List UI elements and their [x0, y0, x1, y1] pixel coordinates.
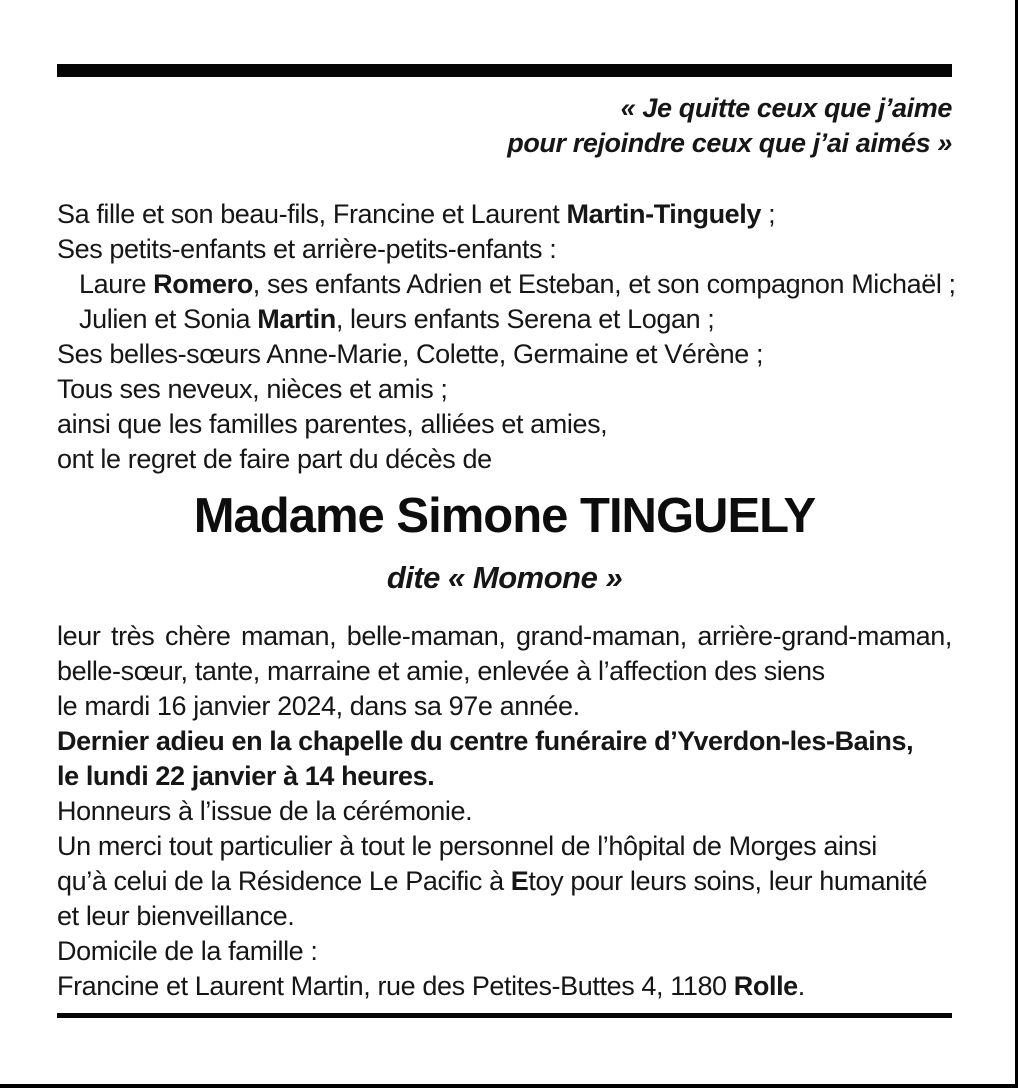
text-segment: , ses enfants Adrien et Esteban, et son compagnon Michaël ; — [252, 269, 956, 299]
text-segment: . — [797, 971, 805, 1001]
text-line — [57, 899, 952, 934]
text-segment: , leurs enfants Serena et Logan ; — [335, 304, 715, 334]
text-segment: toy pour leurs soins, leur humanité — [528, 866, 928, 896]
text-line — [57, 91, 952, 126]
text-segment: leur très chère maman, belle-maman, grand-maman, arrière-grand-maman, — [57, 621, 952, 651]
text-segment: Domicile de la famille : — [57, 936, 318, 966]
text-segment: Honneurs à l’issue de la cérémonie. — [57, 796, 473, 826]
text-line — [57, 724, 952, 759]
text-segment: « Je quitte ceux que j’aime — [620, 93, 952, 123]
text-segment: Ses belles-sœurs Anne-Marie, Colette, Germaine et Vérène ; — [57, 339, 764, 369]
text-line — [57, 654, 952, 689]
notice-content — [0, 64, 1015, 1018]
text-line — [57, 829, 952, 864]
text-segment: Julien et Sonia — [79, 304, 258, 334]
text-segment: pour rejoindre ceux que j’ai aimés » — [507, 128, 952, 158]
epitaph-quote — [57, 91, 952, 161]
text-line — [57, 337, 952, 372]
text-line — [57, 864, 952, 899]
text-line — [57, 442, 952, 477]
text-line — [57, 619, 952, 654]
text-segment: Laure — [79, 269, 154, 299]
text-segment: Rolle — [733, 971, 798, 1001]
text-segment: ; — [761, 199, 776, 229]
text-line — [57, 407, 952, 442]
text-segment: Un merci tout particulier à tout le personnel de l’hôpital de Morges ainsi — [57, 831, 877, 861]
deceased-nickname: dite « Momone » — [386, 560, 623, 595]
text-line — [57, 689, 952, 724]
text-segment: belle-sœur, tante, marraine et amie, enlevée à l’affection des siens — [57, 656, 825, 686]
text-line — [57, 232, 952, 267]
text-segment: qu’à celui de la Résidence Le Pacific à — [57, 866, 511, 896]
text-line — [57, 302, 952, 337]
text-line — [57, 372, 952, 407]
text-line — [57, 759, 952, 794]
family-announcement — [57, 197, 956, 477]
text-segment: Martin-Tinguely — [566, 199, 762, 229]
text-segment: Ses petits-enfants et arrière-petits-enfants : — [57, 234, 557, 264]
text-segment: ont le regret de faire part du décès de — [57, 444, 492, 474]
text-segment: et leur bienveillance. — [57, 901, 295, 931]
text-segment: ainsi que les familles parentes, alliées et amies, — [57, 409, 608, 439]
notice-body — [57, 619, 952, 1004]
text-segment: Dernier adieu en la chapelle du centre funéraire d’Yverdon-les-Bains, — [57, 726, 914, 756]
text-line — [57, 126, 952, 161]
text-segment: Romero — [153, 269, 253, 299]
deceased-name: Madame Simone TINGUELY — [193, 489, 816, 543]
text-line — [57, 794, 952, 829]
text-segment: Sa fille et son beau-fils, Francine et Laurent — [57, 199, 567, 229]
text-segment: Francine et Laurent Martin, rue des Petites-Buttes 4, 1180 — [57, 971, 734, 1001]
text-line — [57, 197, 952, 232]
text-segment: Tous ses neveux, nièces et amis ; — [57, 374, 448, 404]
text-segment: Martin — [257, 304, 336, 334]
text-segment: le lundi 22 janvier à 14 heures. — [57, 761, 435, 791]
text-segment: le mardi 16 janvier 2024, dans sa 97e année. — [57, 691, 580, 721]
top-divider — [57, 64, 952, 77]
bottom-divider — [57, 1013, 952, 1018]
text-line — [57, 267, 956, 302]
text-segment: E — [510, 866, 529, 896]
text-line — [57, 934, 952, 969]
text-line — [57, 969, 952, 1004]
